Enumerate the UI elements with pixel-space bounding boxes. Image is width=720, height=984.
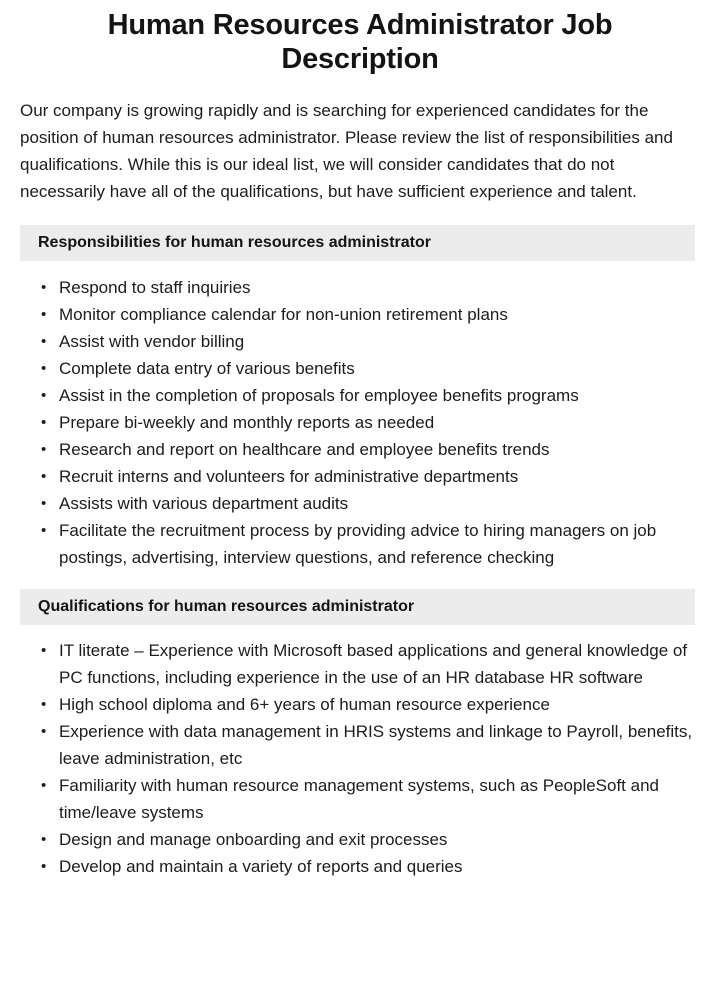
- list-item: • Assists with various department audits: [41, 490, 695, 517]
- list-item: • Familiarity with human resource management systems, such as PeopleSoft and time/leave systems: [41, 772, 695, 826]
- responsibilities-list: [0, 261, 720, 571]
- list-item: • Recruit interns and volunteers for administrative departments: [41, 463, 695, 490]
- list-item: • Prepare bi-weekly and monthly reports as needed: [41, 409, 695, 436]
- list-item: • Research and report on healthcare and employee benefits trends: [41, 436, 695, 463]
- responsibilities-section: [0, 225, 720, 571]
- qualifications-section: [0, 589, 720, 880]
- list-item: • Assist with vendor billing: [41, 328, 695, 355]
- list-item: • IT literate – Experience with Microsoft based applications and general knowledge of PC functions, including experience in the use of an HR database HR software: [41, 637, 695, 691]
- list-item: • High school diploma and 6+ years of human resource experience: [41, 691, 695, 718]
- list-item: • Experience with data management in HRIS systems and linkage to Payroll, benefits, leave administration, etc: [41, 718, 695, 772]
- list-item: • Develop and maintain a variety of reports and queries: [41, 853, 695, 880]
- list-item: • Design and manage onboarding and exit processes: [41, 826, 695, 853]
- qualifications-list: [0, 625, 720, 880]
- intro-paragraph: Our company is growing rapidly and is searching for experienced candidates for the position of human resources administrator. Please review the list of responsibilities and qualifications. While this is our ideal list, we will consider candidates that do not necessarily have all of the qualifications, but have sufficient experience and talent.: [20, 101, 673, 202]
- responsibilities-header: Responsibilities for human resources administrator: [20, 225, 695, 261]
- page-title: Human Resources Administrator Job Description: [107, 9, 613, 76]
- list-item: • Monitor compliance calendar for non-union retirement plans: [41, 301, 695, 328]
- list-item: • Assist in the completion of proposals for employee benefits programs: [41, 382, 695, 409]
- list-item: • Complete data entry of various benefits: [41, 355, 695, 382]
- qualifications-header: Qualifications for human resources administrator: [20, 589, 695, 625]
- list-item: • Facilitate the recruitment process by providing advice to hiring managers on job postings, advertising, interview questions, and reference checking: [41, 517, 695, 571]
- list-item: • Respond to staff inquiries: [41, 274, 695, 301]
